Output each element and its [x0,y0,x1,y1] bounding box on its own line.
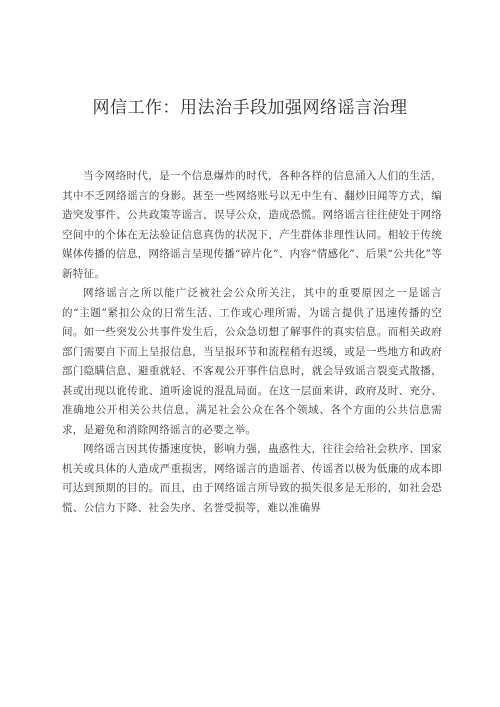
paragraph: 网络谣言之所以能广泛被社会公众所关注，其中的重要原因之一是谣言的“主题”紧扣公众的日常生活、工作或心理所需，为谣言提供了迅速传播的空间。如一些突发公共事件发生后，公众急切想了解事件的真实信息。而相关政府部门需要自下而上呈报信息，当呈报环节和流程稍有迟缓，或是一些地方和政府部门隐瞒信息、避重就轻、不客观公开事件信息时，就会导致谣言裂变式散播，甚或出现以讹传讹、道听途说的混乱局面。在这一层面来讲，政府及时、充分、准确地公开相关公共信息，满足社会公众在各个领域、各个方面的公共信息需求，是避免和消除网络谣言的必要之举。 [62,287,442,436]
document-title: 网信工作：用法治手段加强网络谣言治理 [92,98,408,118]
paragraph: 网络谣言因其传播速度快，影响力强，蛊惑性大，往往会给社会秩序、国家机关或具体的人造成严重损害，网络谣言的造谣者、传谣者以极为低廉的成本即可达到预期的目的。而且，由于网络谣言所导致的损失很多是无形的，如社会恐慌、公信力下降、社会失序、名誉受损等，难以准确界 [62,443,442,514]
paragraph: 当今网络时代，是一个信息爆炸的时代，各种各样的信息涌入人们的生活，其中不乏网络谣言的身影。甚至一些网络账号以无中生有、翻炒旧闻等方式，编造突发事件、公共政策等谣言，误导公众，造成恐慌。网络谣言往往使处于网络空间中的个体在无法验证信息真伪的状况下，产生群体非理性认同。相较于传统媒体传播的信息，网络谣言呈现传播“碎片化”、内容“情感化”、后果“公共化”等新特征。 [62,170,442,280]
document-body [62,167,442,518]
